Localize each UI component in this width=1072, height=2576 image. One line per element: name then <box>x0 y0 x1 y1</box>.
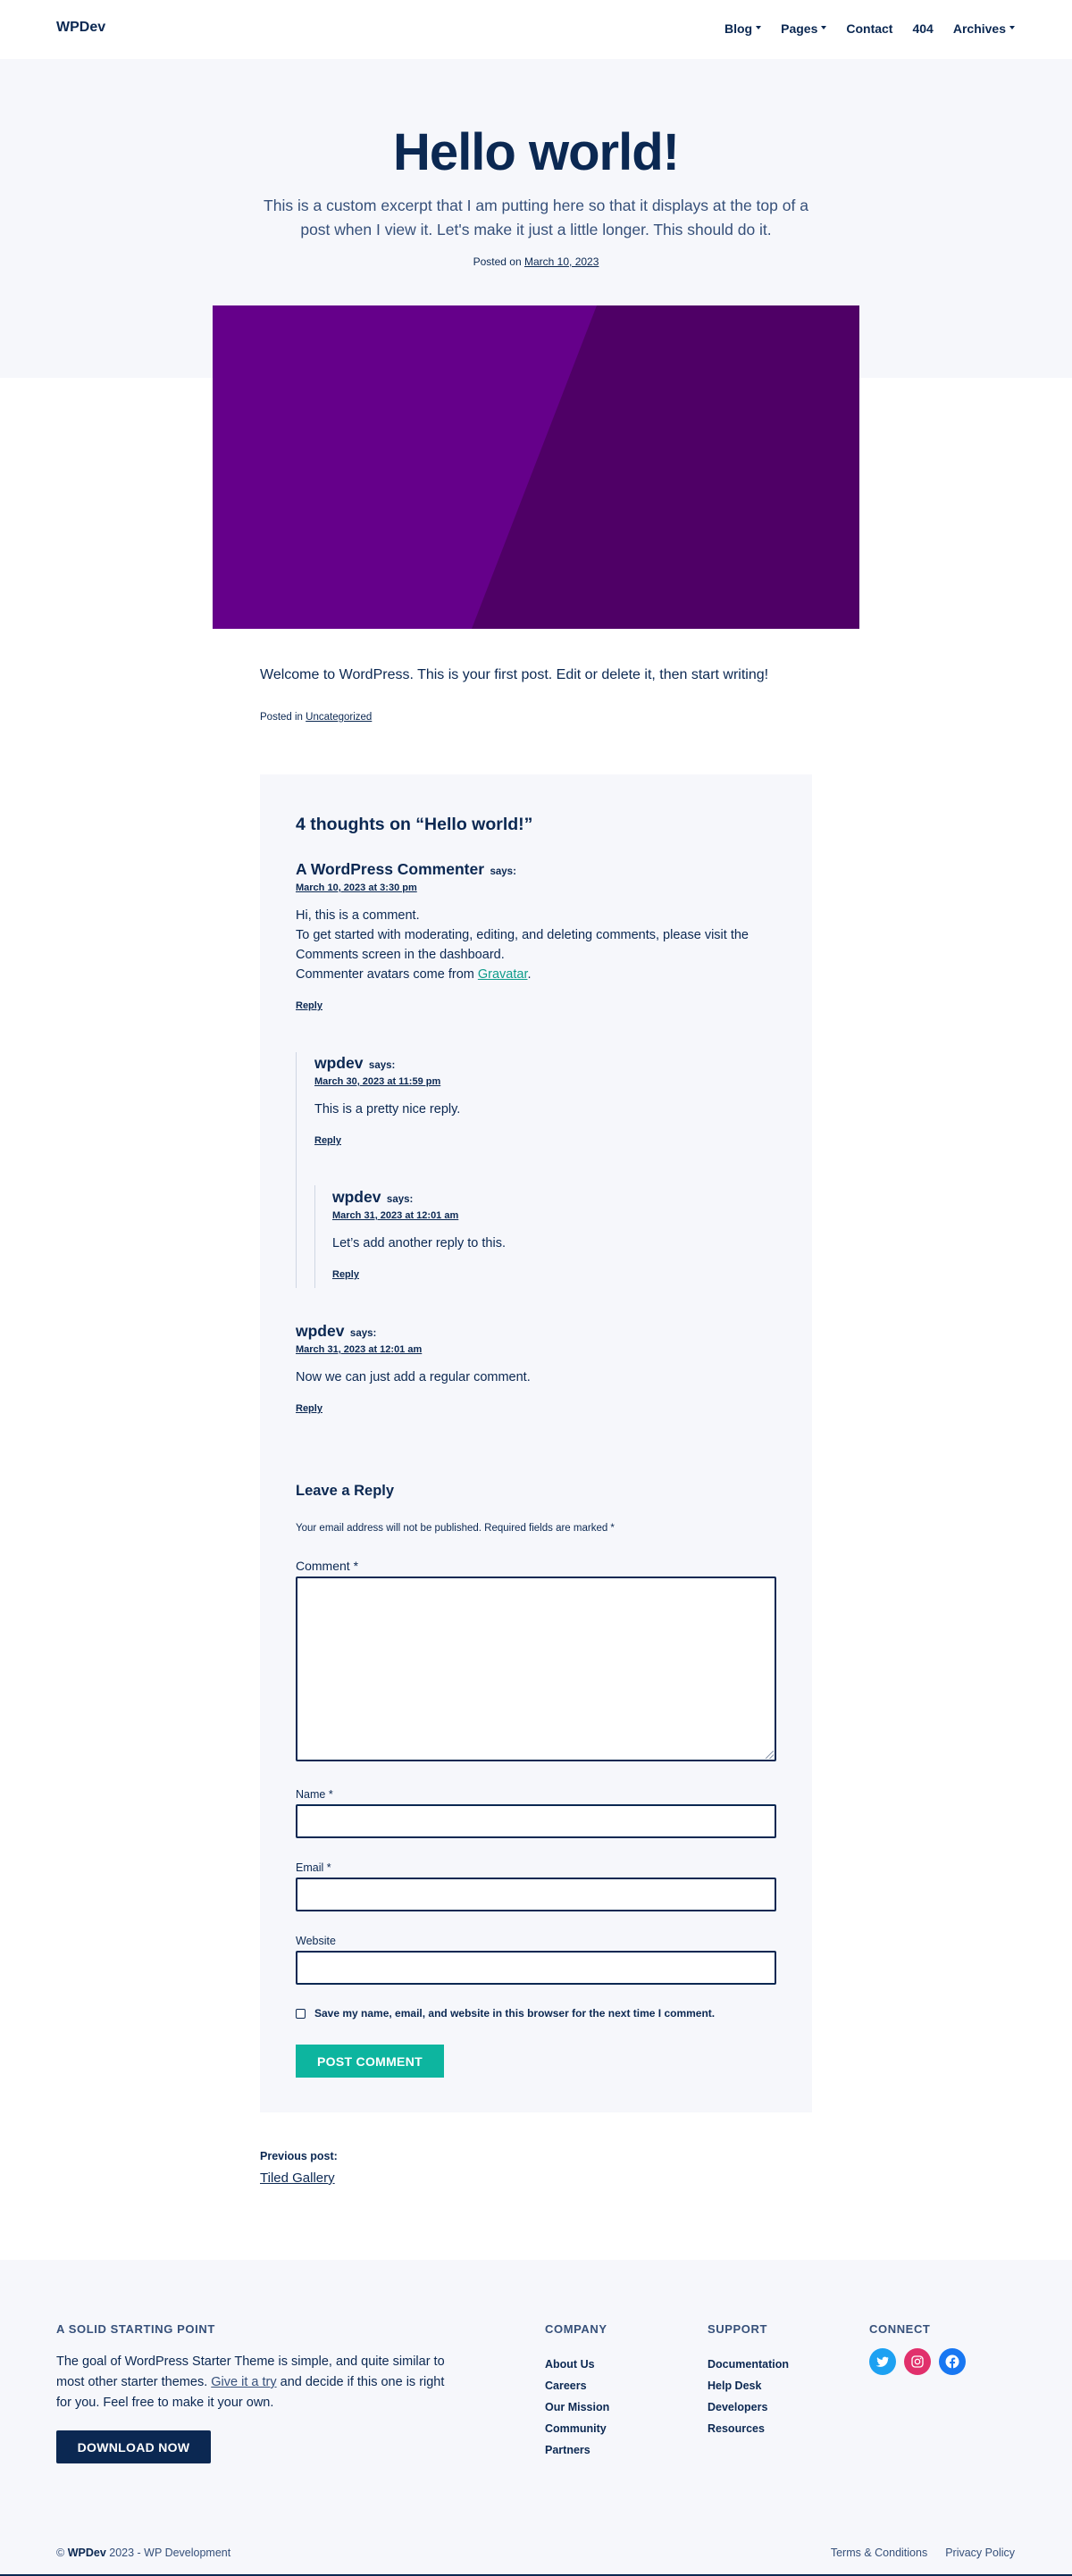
nav-item-pages[interactable] <box>781 21 826 36</box>
comment-date-link[interactable]: March 31, 2023 at 12:01 am <box>332 1210 459 1221</box>
footer-link-about-us[interactable]: About Us <box>545 2358 595 2371</box>
copyright-symbol: © <box>56 2547 65 2559</box>
reply-link[interactable]: Reply <box>296 1403 322 1414</box>
reply-form-note: Your email address will not be published. Required fields are marked * <box>296 1523 615 1534</box>
terms-link[interactable]: Terms & Conditions <box>830 2547 928 2559</box>
email-field-label: Email * <box>296 1861 331 1874</box>
comment-author: wpdev <box>296 1322 345 1340</box>
comment-says: says: <box>490 866 516 877</box>
comment-text: Let’s add another reply to this. <box>332 1236 506 1250</box>
footer-about-text <box>56 2352 449 2413</box>
copyright-brand: WPDev <box>67 2547 106 2559</box>
comment-textarea[interactable] <box>296 1577 776 1761</box>
instagram-glyph <box>910 2354 925 2369</box>
comment-field-label: Comment * <box>296 1559 359 1573</box>
name-input[interactable] <box>296 1804 776 1838</box>
previous-post-label: Previous post: <box>260 2150 338 2162</box>
footer-link-partners[interactable]: Partners <box>545 2444 590 2456</box>
comment-line-suffix: . <box>527 967 532 982</box>
site-header <box>0 0 1072 59</box>
comment-date-link[interactable]: March 10, 2023 at 3:30 pm <box>296 882 417 893</box>
featured-image-graphic <box>213 305 859 629</box>
comment-date-link[interactable]: March 30, 2023 at 11:59 pm <box>314 1076 441 1087</box>
copyright-text: 2023 - WP Development <box>109 2547 231 2559</box>
post-comment-button[interactable]: POST COMMENT <box>296 2045 444 2078</box>
footer-support-links <box>708 2354 789 2439</box>
twitter-icon[interactable] <box>869 2348 896 2375</box>
comment-says: says: <box>349 1328 377 1339</box>
posted-in <box>260 712 372 723</box>
twitter-glyph <box>875 2354 890 2369</box>
site-logo[interactable]: WPDev <box>56 20 106 35</box>
facebook-glyph <box>944 2354 960 2370</box>
comments-title: 4 thoughts on “Hello world!” <box>296 815 533 834</box>
comment-item <box>314 1054 770 1146</box>
nav-label: Pages <box>781 21 818 36</box>
nav-item-blog[interactable] <box>724 21 761 36</box>
footer-about-heading: A SOLID STARTING POINT <box>56 2322 215 2336</box>
comment-item <box>296 1322 778 1414</box>
nav-label: Blog <box>724 21 753 36</box>
footer-link-help-desk[interactable]: Help Desk <box>708 2379 762 2392</box>
post-content: Welcome to WordPress. This is your first post. Edit or delete it, then start writing! <box>260 667 769 682</box>
download-now-button[interactable]: DOWNLOAD NOW <box>56 2430 211 2463</box>
comment-text: This is a pretty nice reply. <box>314 1102 461 1117</box>
comment-author: A WordPress Commenter <box>296 860 485 878</box>
resize-handle-icon[interactable] <box>766 1751 774 1759</box>
footer-connect-heading: CONNECT <box>869 2322 931 2336</box>
post-excerpt: This is a custom excerpt that I am putting here so that it displays at the top of a post when I view it. Let's make it just a little longer. This should do it. <box>264 197 808 238</box>
comment-item <box>332 1188 770 1280</box>
footer-about-before: The goal of WordPress Starter Theme is simple, and quite similar to most other starter themes. <box>56 2354 445 2389</box>
comment-line: Hi, this is a comment. <box>296 908 420 923</box>
comment-says: says: <box>386 1194 414 1205</box>
give-it-a-try-link[interactable]: Give it a try <box>211 2375 277 2389</box>
footer-link-documentation[interactable]: Documentation <box>708 2358 789 2371</box>
comment-text: Now we can just add a regular comment. <box>296 1370 531 1384</box>
posted-in-label: Posted in <box>260 712 303 723</box>
featured-image <box>213 305 859 629</box>
post-title: Hello world! <box>393 123 679 181</box>
comment-text <box>296 906 778 984</box>
nav-label: Contact <box>846 21 893 36</box>
reply-form-title: Leave a Reply <box>296 1483 395 1499</box>
comment-says: says: <box>368 1060 396 1071</box>
chevron-down-icon <box>1009 26 1015 29</box>
cookie-consent <box>296 2007 715 2020</box>
nav-item-404[interactable] <box>912 21 933 36</box>
footer-link-resources[interactable]: Resources <box>708 2422 765 2435</box>
comment-author: wpdev <box>314 1054 364 1072</box>
thread-line <box>296 1052 297 1288</box>
comment-line-text: Commenter avatars come from <box>296 967 474 982</box>
posted-on-label: Posted on <box>473 255 522 268</box>
legal-links <box>831 2547 1015 2559</box>
footer-about-after: and decide if this one is right for you. Feel free to make it your own. <box>56 2375 445 2410</box>
reply-link[interactable]: Reply <box>314 1135 341 1146</box>
copyright <box>56 2547 230 2559</box>
main-nav <box>705 21 1015 36</box>
website-field-label: Website <box>296 1935 336 1947</box>
name-field-label: Name * <box>296 1788 333 1801</box>
post-date-link[interactable]: March 10, 2023 <box>524 255 599 268</box>
nav-label: Archives <box>952 21 1006 36</box>
footer-link-community[interactable]: Community <box>545 2422 607 2435</box>
facebook-icon[interactable] <box>939 2348 966 2375</box>
comment-item <box>296 860 778 1011</box>
site-footer <box>0 2260 1072 2576</box>
email-input[interactable] <box>296 1878 776 1911</box>
footer-company-links <box>545 2354 609 2461</box>
chevron-down-icon <box>821 26 826 29</box>
comment-line: To get started with moderating, editing, and deleting comments, please visit the Comments screen in the dashboard. <box>296 928 749 962</box>
cookie-consent-label: Save my name, email, and website in this browser for the next time I comment. <box>314 2007 716 2020</box>
nav-item-contact[interactable] <box>846 21 892 36</box>
comment-date-link[interactable]: March 31, 2023 at 12:01 am <box>296 1344 423 1355</box>
thread-line <box>314 1185 315 1288</box>
gravatar-link[interactable]: Gravatar <box>477 967 528 982</box>
website-input[interactable] <box>296 1951 776 1985</box>
footer-company-heading: COMPANY <box>545 2322 607 2336</box>
nav-label: 404 <box>912 21 934 36</box>
reply-link[interactable]: Reply <box>296 1000 322 1011</box>
comment-line <box>296 965 778 984</box>
footer-support-heading: SUPPORT <box>708 2322 768 2336</box>
instagram-icon[interactable] <box>904 2348 931 2375</box>
footer-link-our-mission[interactable]: Our Mission <box>545 2401 610 2413</box>
comment-author: wpdev <box>332 1188 381 1206</box>
privacy-link[interactable]: Privacy Policy <box>945 2547 1015 2559</box>
chevron-down-icon <box>756 26 761 29</box>
previous-post-link[interactable]: Tiled Gallery <box>260 2170 335 2186</box>
cookie-consent-checkbox[interactable] <box>296 2009 306 2019</box>
footer-link-developers[interactable]: Developers <box>708 2401 768 2413</box>
posted-on <box>0 255 1072 268</box>
category-link[interactable]: Uncategorized <box>306 712 373 723</box>
nav-item-archives[interactable] <box>953 21 1015 36</box>
footer-link-careers[interactable]: Careers <box>545 2379 587 2392</box>
social-links <box>869 2348 966 2375</box>
reply-link[interactable]: Reply <box>332 1269 359 1280</box>
